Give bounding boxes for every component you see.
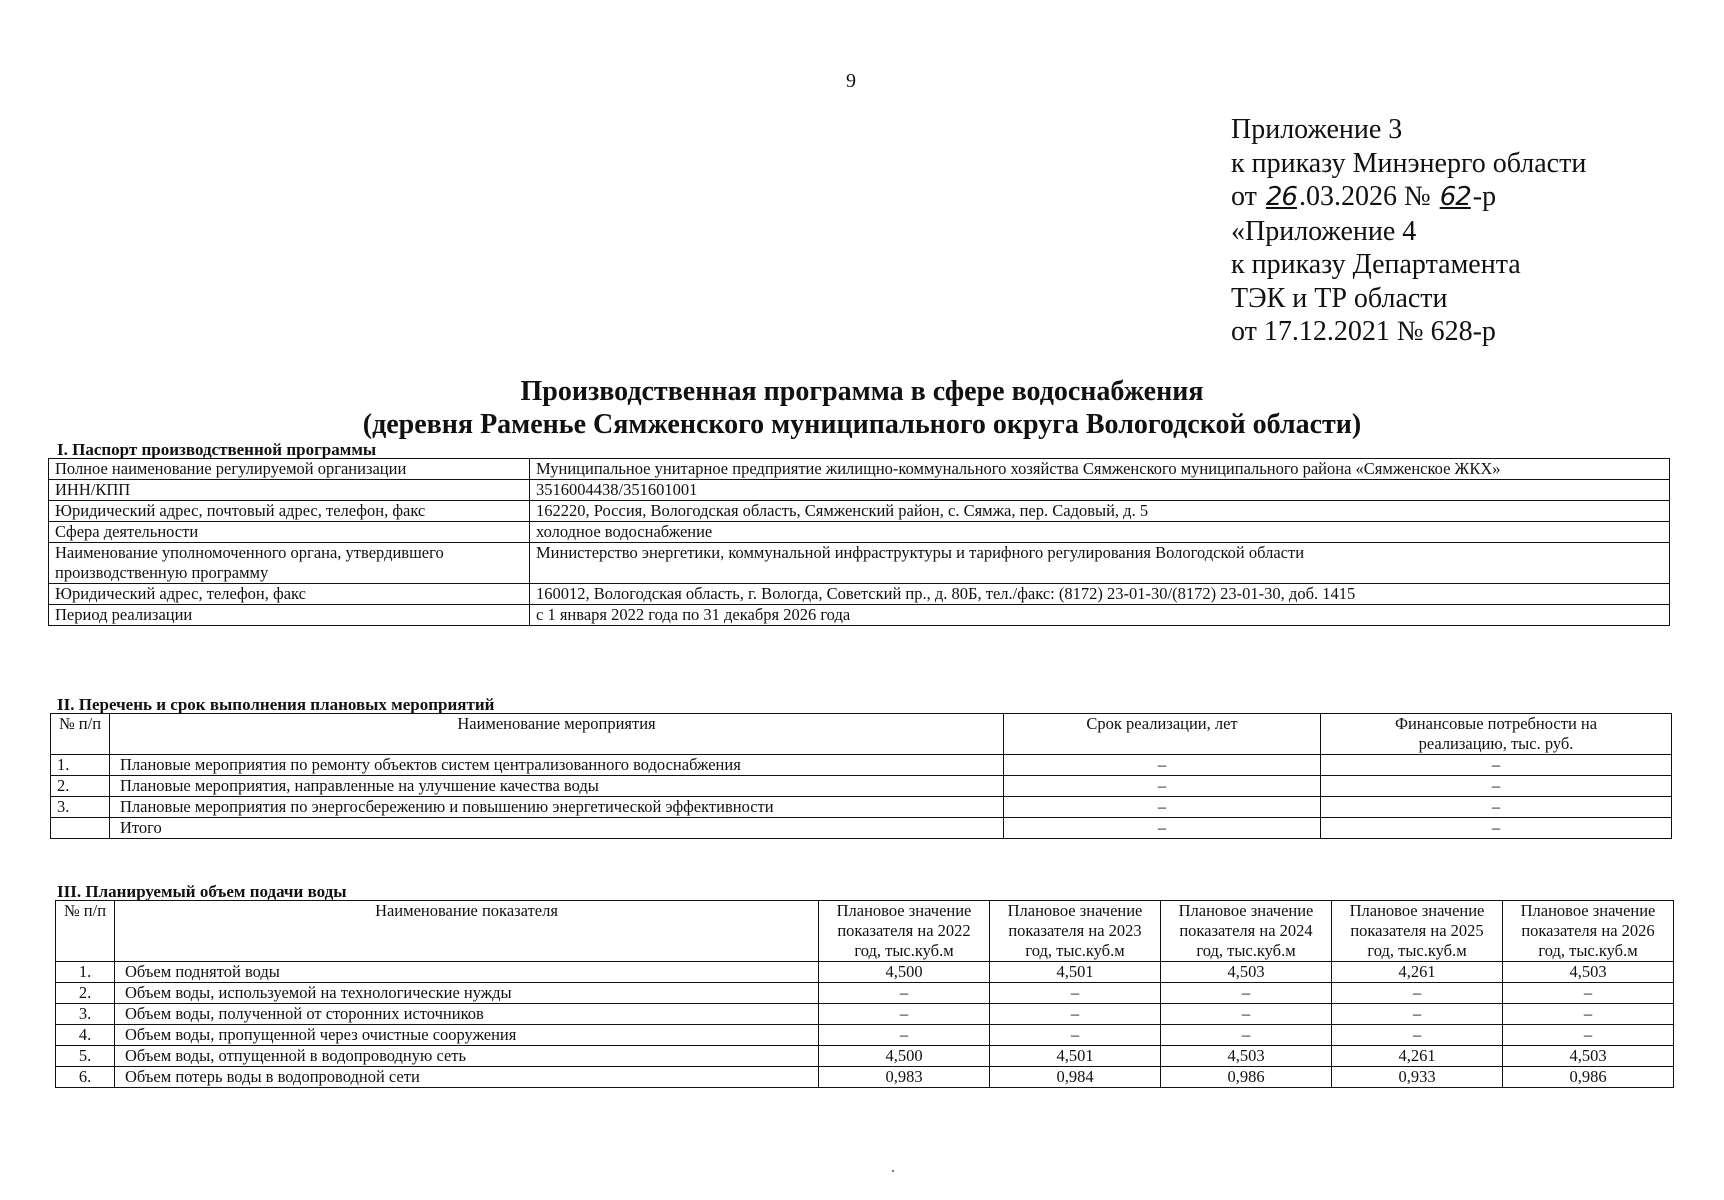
passport-value: Министерство энергетики, коммунальной инфраструктуры и тарифного регулирования Вологодской области <box>530 543 1670 584</box>
measures-name: Итого <box>110 818 1004 839</box>
volume-value: 4,261 <box>1332 1046 1503 1067</box>
volume-value: 4,500 <box>819 962 990 983</box>
passport-row <box>49 501 1670 522</box>
measures-term: – <box>1004 755 1321 776</box>
volume-name: Объем воды, отпущенной в водопроводную сеть <box>115 1046 819 1067</box>
volume-header-row <box>56 901 1674 962</box>
appendix-line-2: к приказу Минэнерго области <box>1231 147 1587 179</box>
appendix-line-5: к приказу Департамента <box>1231 249 1521 280</box>
passport-row <box>49 584 1670 605</box>
measures-name: Плановые мероприятия, направленные на улучшение качества воды <box>110 776 1004 797</box>
measures-row <box>51 776 1672 797</box>
volume-value: 4,500 <box>819 1046 990 1067</box>
volume-value: 4,503 <box>1161 1046 1332 1067</box>
volume-row <box>56 1067 1674 1088</box>
volume-num: 4. <box>56 1025 115 1046</box>
appendix-date-mid: .03.2026 № <box>1298 181 1438 212</box>
volume-header-name: Наименование показателя <box>115 901 819 962</box>
volume-value: – <box>1503 1004 1674 1025</box>
appendix-block <box>1231 113 1586 349</box>
volume-value: – <box>990 1004 1161 1025</box>
volume-name: Объем поднятой воды <box>115 962 819 983</box>
section-2-title: II. Перечень и срок выполнения плановых мероприятий <box>57 695 495 714</box>
volume-value: 0,986 <box>1503 1067 1674 1088</box>
passport-table <box>48 458 1670 626</box>
document-subtitle: (деревня Раменье Сямженского муниципального округа Вологодской области) <box>362 409 1362 440</box>
measures-term: – <box>1004 776 1321 797</box>
passport-value: 3516004438/351601001 <box>530 480 1670 501</box>
volume-num: 1. <box>56 962 115 983</box>
measures-name: Плановые мероприятия по ремонту объектов систем централизованного водоснабжения <box>110 755 1004 776</box>
volume-row <box>56 1004 1674 1025</box>
measures-row <box>51 818 1672 839</box>
section-3-title: III. Планируемый объем подачи воды <box>57 882 347 901</box>
passport-value: холодное водоснабжение <box>530 522 1670 543</box>
volume-value: 0,983 <box>819 1067 990 1088</box>
measures-row <box>51 797 1672 818</box>
appendix-line-1: Приложение 3 <box>1231 114 1403 145</box>
appendix-line-4: «Приложение 4 <box>1231 215 1417 247</box>
measures-term: – <box>1004 797 1321 818</box>
measures-num <box>51 818 110 839</box>
measures-finance: – <box>1321 797 1672 818</box>
passport-value: 160012, Вологодская область, г. Вологда, Советский пр., д. 80Б, тел./факс: (8172) 23-01-30/(8172) 23-01-30, доб. 1415 <box>530 584 1670 605</box>
passport-row <box>49 480 1670 501</box>
volume-header-year: Плановое значение показателя на 2024 год, тыс.куб.м <box>1161 901 1332 962</box>
volume-value: – <box>1503 1025 1674 1046</box>
volume-value: – <box>1161 1025 1332 1046</box>
measures-row <box>51 755 1672 776</box>
passport-label: Юридический адрес, телефон, факс <box>49 584 530 605</box>
volume-value: 4,503 <box>1503 1046 1674 1067</box>
document-title: Производственная программа в сфере водоснабжения <box>520 376 1204 407</box>
measures-term: – <box>1004 818 1321 839</box>
appendix-date-prefix: от <box>1231 181 1264 212</box>
volume-value: – <box>819 983 990 1004</box>
volume-header-year: Плановое значение показателя на 2025 год, тыс.куб.м <box>1332 901 1503 962</box>
appendix-line-7: от 17.12.2021 № 628-р <box>1231 316 1496 347</box>
volume-value: – <box>1161 1004 1332 1025</box>
volume-row <box>56 1025 1674 1046</box>
passport-label: ИНН/КПП <box>49 480 530 501</box>
measures-header-term: Срок реализации, лет <box>1004 714 1321 755</box>
water-volume-table <box>55 900 1674 1088</box>
volume-value: – <box>1332 1004 1503 1025</box>
measures-header-name: Наименование мероприятия <box>110 714 1004 755</box>
volume-value: – <box>990 1025 1161 1046</box>
appendix-date-suffix: -р <box>1472 181 1497 212</box>
passport-value: Муниципальное унитарное предприятие жилищно-коммунального хозяйства Сямженского муниципального района «Сямженское ЖКХ» <box>530 459 1670 480</box>
volume-value: 4,261 <box>1332 962 1503 983</box>
passport-value: с 1 января 2022 года по 31 декабря 2026 года <box>530 605 1670 626</box>
passport-row <box>49 605 1670 626</box>
volume-value: 4,501 <box>990 1046 1161 1067</box>
volume-row <box>56 962 1674 983</box>
volume-value: 0,984 <box>990 1067 1161 1088</box>
volume-num: 2. <box>56 983 115 1004</box>
volume-row <box>56 983 1674 1004</box>
volume-value: – <box>1332 1025 1503 1046</box>
volume-value: – <box>819 1025 990 1046</box>
volume-value: – <box>1332 983 1503 1004</box>
passport-row <box>49 459 1670 480</box>
passport-label: Период реализации <box>49 605 530 626</box>
appendix-line-3 <box>1231 180 1586 215</box>
handwritten-day: 26 <box>1265 182 1297 212</box>
passport-value: 162220, Россия, Вологодская область, Сямженский район, с. Сямжа, пер. Садовый, д. 5 <box>530 501 1670 522</box>
volume-header-year: Плановое значение показателя на 2022 год, тыс.куб.м <box>819 901 990 962</box>
appendix-line-6: ТЭК и ТР области <box>1231 282 1448 314</box>
section-1-title: I. Паспорт производственной программы <box>57 440 377 459</box>
volume-name: Объем воды, полученной от сторонних источников <box>115 1004 819 1025</box>
measures-table <box>50 713 1672 839</box>
volume-value: 0,986 <box>1161 1067 1332 1088</box>
passport-label: Юридический адрес, почтовый адрес, телефон, факс <box>49 501 530 522</box>
measures-header-finance: Финансовые потребности на реализацию, тыс. руб. <box>1321 714 1672 755</box>
page-number: 9 <box>846 70 856 92</box>
volume-name: Объем воды, используемой на технологические нужды <box>115 983 819 1004</box>
measures-name: Плановые мероприятия по энергосбережению и повышению энергетической эффективности <box>110 797 1004 818</box>
measures-header-num: № п/п <box>51 714 110 755</box>
volume-row <box>56 1046 1674 1067</box>
scan-speck <box>892 1170 894 1172</box>
volume-num: 5. <box>56 1046 115 1067</box>
passport-label: Сфера деятельности <box>49 522 530 543</box>
volume-header-year: Плановое значение показателя на 2026 год, тыс.куб.м <box>1503 901 1674 962</box>
volume-num: 6. <box>56 1067 115 1088</box>
volume-value: – <box>990 983 1161 1004</box>
volume-value: 4,503 <box>1161 962 1332 983</box>
passport-label: Наименование уполномоченного органа, утвердившего производственную программу <box>49 543 530 584</box>
measures-finance: – <box>1321 776 1672 797</box>
measures-num: 2. <box>51 776 110 797</box>
volume-value: 4,501 <box>990 962 1161 983</box>
volume-num: 3. <box>56 1004 115 1025</box>
passport-label: Полное наименование регулируемой организации <box>49 459 530 480</box>
passport-row <box>49 543 1670 584</box>
volume-value: – <box>1161 983 1332 1004</box>
volume-value: 4,503 <box>1503 962 1674 983</box>
volume-value: 0,933 <box>1332 1067 1503 1088</box>
volume-value: – <box>819 1004 990 1025</box>
volume-header-year: Плановое значение показателя на 2023 год, тыс.куб.м <box>990 901 1161 962</box>
passport-row <box>49 522 1670 543</box>
volume-header-num: № п/п <box>56 901 115 962</box>
handwritten-order-number: 62 <box>1439 182 1471 212</box>
volume-value: – <box>1503 983 1674 1004</box>
measures-num: 1. <box>51 755 110 776</box>
volume-name: Объем воды, пропущенной через очистные сооружения <box>115 1025 819 1046</box>
measures-header-row <box>51 714 1672 755</box>
measures-finance: – <box>1321 755 1672 776</box>
measures-num: 3. <box>51 797 110 818</box>
volume-name: Объем потерь воды в водопроводной сети <box>115 1067 819 1088</box>
measures-finance: – <box>1321 818 1672 839</box>
